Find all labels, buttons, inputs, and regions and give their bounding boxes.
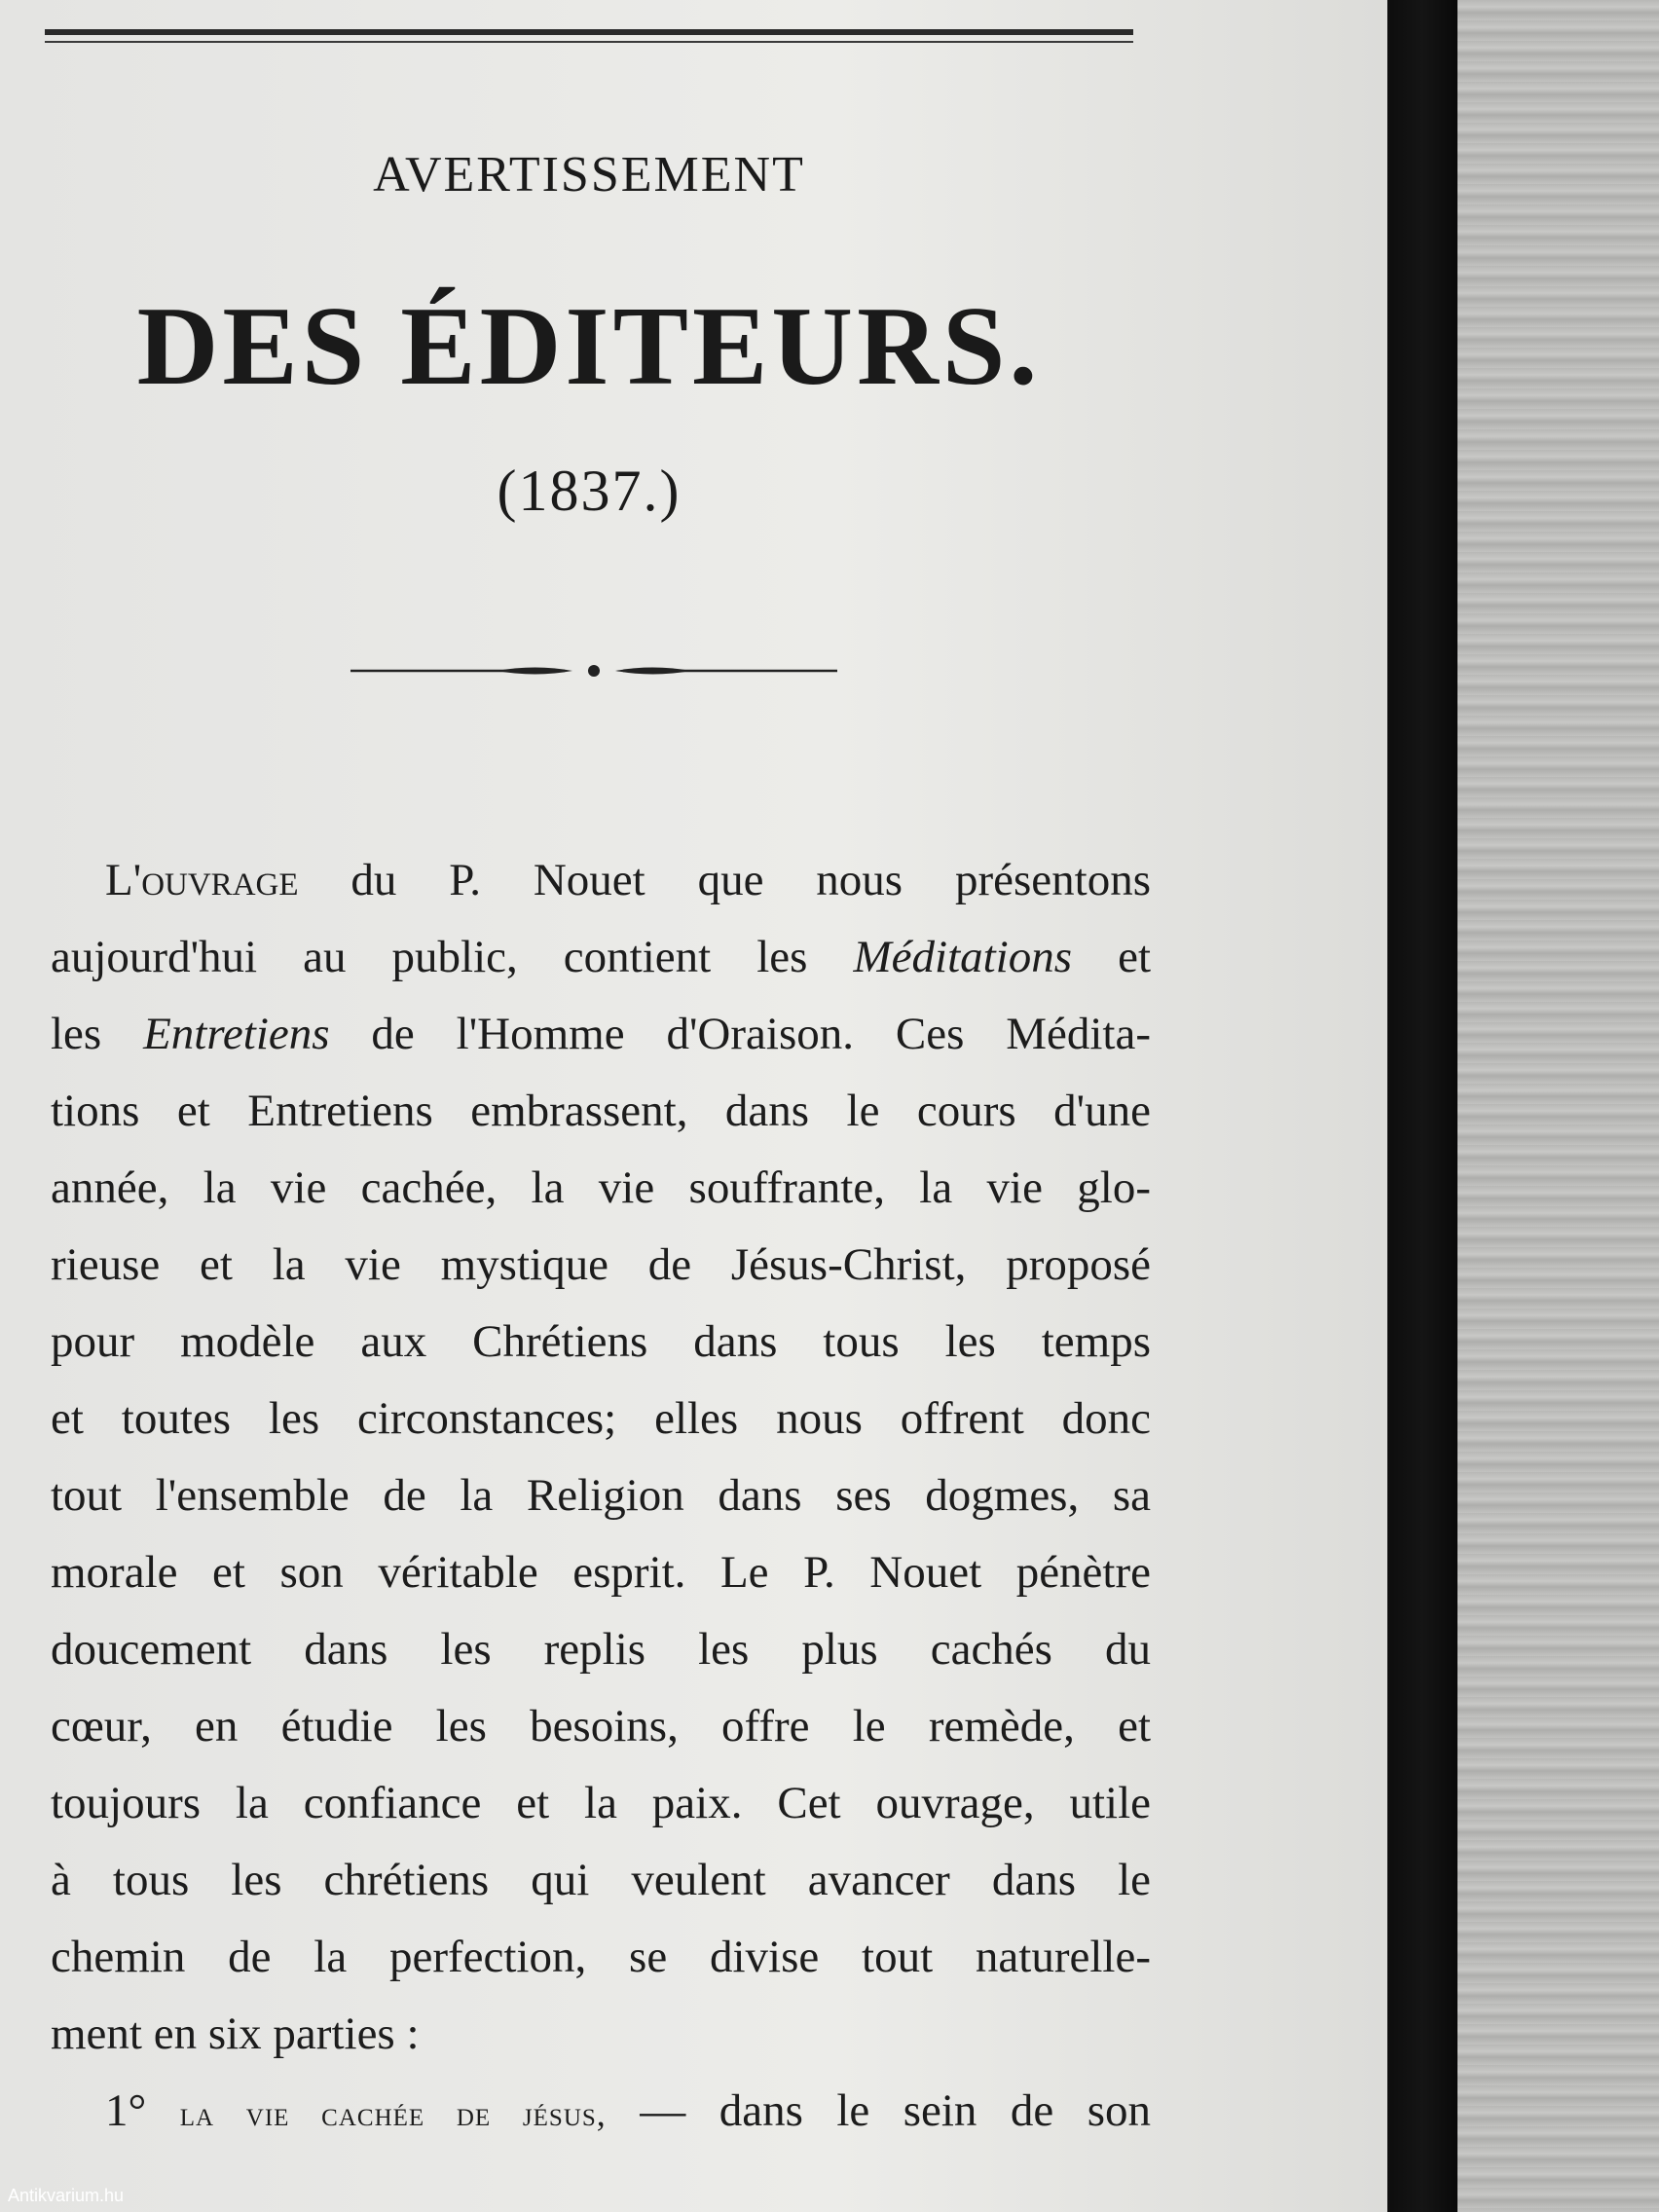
text-line-9: tout l'ensemble de la Religion dans ses dogmes, sa (51, 1470, 1151, 1521)
background-surface (1457, 0, 1659, 2212)
book-spine (1387, 0, 1457, 2212)
text-line-1 (51, 842, 1151, 919)
list-item-1-text: — dans le sein de son (606, 2085, 1151, 2136)
text-line-6: rieuse et la vie mystique de Jésus-Christ, proposé (51, 1239, 1151, 1290)
line-3-part-c: de l'Homme d'Oraison. Ces Médita- (329, 1009, 1152, 1059)
ornament-divider-icon (350, 656, 837, 685)
top-rule-thick (45, 29, 1133, 35)
top-double-rule (45, 29, 1133, 53)
text-line-2 (51, 919, 1151, 996)
line-2-part-c: et (1072, 932, 1152, 982)
line-3-part-a: les (51, 1009, 144, 1059)
text-line-8: et toutes les circonstances; elles nous offrent donc (51, 1393, 1151, 1444)
text-line-3 (51, 996, 1151, 1073)
text-line-15: chemin de la perfection, se divise tout naturelle- (51, 1932, 1151, 1982)
text-line-14: à tous les chrétiens qui veulent avancer dans le (51, 1855, 1151, 1905)
text-line-16: ment en six parties : (51, 2009, 420, 2059)
text-line-5: année, la vie cachée, la vie souffrante, la vie glo- (51, 1162, 1151, 1213)
list-item-1-number: 1° (105, 2085, 147, 2136)
line-3-italic: Entretiens (143, 1009, 330, 1059)
heading-year: (1837.) (497, 459, 682, 523)
line-1-part-a: L' (105, 855, 142, 905)
list-item-1 (51, 2073, 1151, 2150)
top-rule-thin (45, 41, 1133, 43)
text-line-12: cœur, en étudie les besoins, offre le remède, et (51, 1701, 1151, 1751)
text-line-4: tions et Entretiens embrassent, dans le cours d'une (51, 1086, 1151, 1136)
text-line-7: pour modèle aux Chrétiens dans tous les temps (51, 1316, 1151, 1367)
text-line-10: morale et son véritable esprit. Le P. Nouet pénètre (51, 1547, 1151, 1598)
list-item-1-title: la vie cachée de jésus, (179, 2094, 607, 2133)
text-line-13: toujours la confiance et la paix. Cet ouvrage, utile (51, 1778, 1151, 1828)
text-line-11: doucement dans les replis les plus cachés du (51, 1624, 1151, 1675)
watermark-text: Antikvarium.hu (8, 2186, 125, 2205)
heading-des-editeurs: DES ÉDITEURS. (136, 284, 1042, 409)
line-1-small-caps: ouvrage (141, 855, 299, 905)
line-2-italic: Méditations (853, 932, 1073, 982)
heading-avertissement: AVERTISSEMENT (373, 147, 805, 203)
body-paragraph (51, 842, 1151, 2150)
line-2-part-a: aujourd'hui au public, contient les (51, 932, 854, 982)
line-1-part-c: du P. Nouet que nous présentons (298, 855, 1151, 905)
